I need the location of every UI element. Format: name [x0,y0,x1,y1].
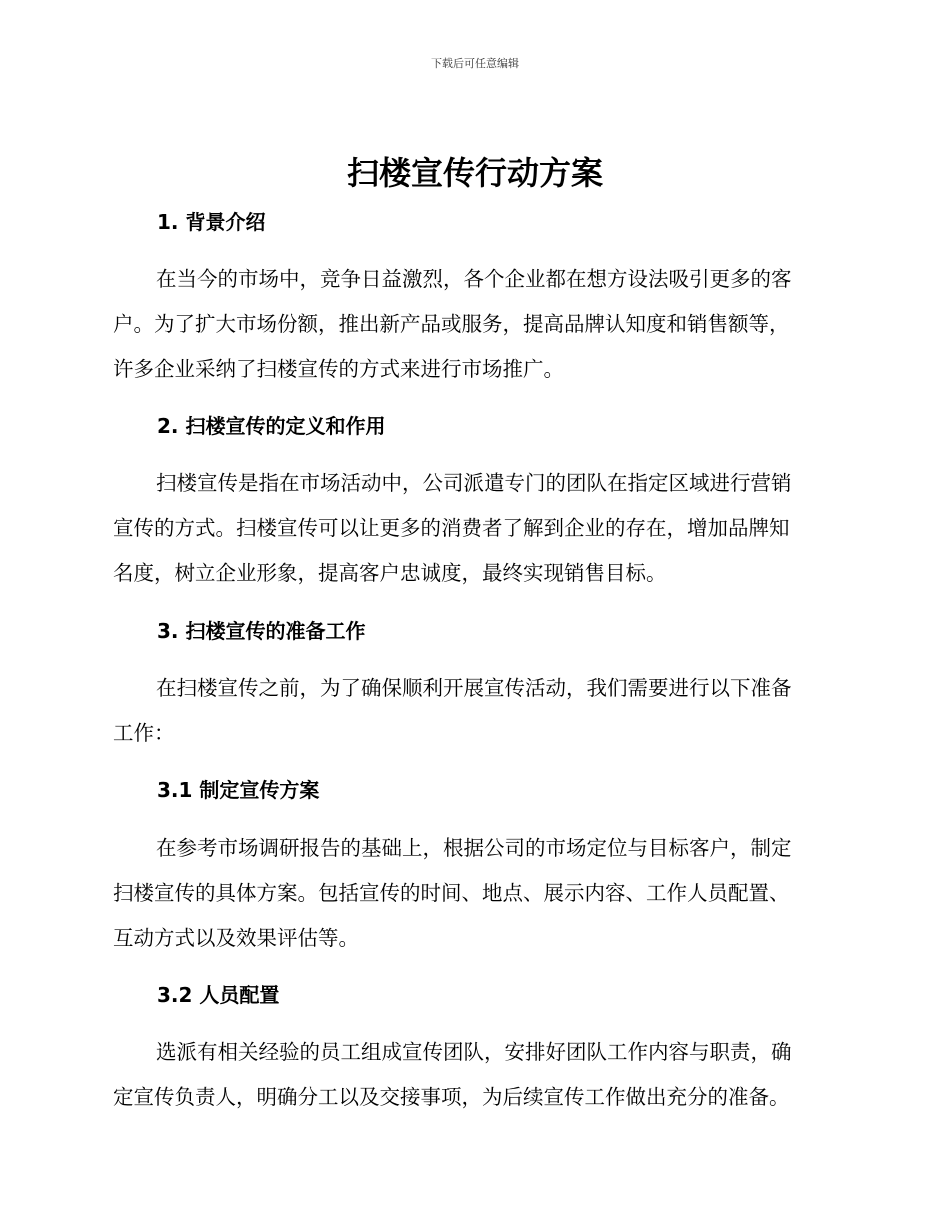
paragraph-line: 在扫楼宣传之前，为了确保顺利开展宣传活动，我们需要进行以下准备 [156,676,792,700]
document-title: 扫楼宣传行动方案 [346,154,603,192]
section-heading-background: 1. 背景介绍 [157,210,266,234]
header-note: 下载后可任意编辑 [431,57,519,70]
paragraph-line: 户。为了扩大市场份额，推出新产品或服务，提高品牌认知度和销售额等， [113,312,790,336]
section-heading-plan: 3.1 制定宣传方案 [157,778,320,802]
section-heading-definition: 2. 扫楼宣传的定义和作用 [157,414,386,438]
paragraph-line: 互动方式以及效果评估等。 [113,926,359,950]
paragraph-line: 名度，树立企业形象，提高客户忠诚度，最终实现销售目标。 [113,561,667,585]
section-paragraph-plan [113,826,833,961]
paragraph-line: 宣传的方式。扫楼宣传可以让更多的消费者了解到企业的存在，增加品牌知 [113,516,790,540]
paragraph-line: 选派有相关经验的员工组成宣传团队，安排好团队工作内容与职责，确 [156,1040,792,1064]
paragraph-line: 在参考市场调研报告的基础上，根据公司的市场定位与目标客户，制定 [156,836,792,860]
paragraph-line: 定宣传负责人，明确分工以及交接事项，为后续宣传工作做出充分的准备。 [113,1085,790,1109]
paragraph-line: 扫楼宣传的具体方案。包括宣传的时间、地点、展示内容、工作人员配置、 [113,881,790,905]
section-heading-staffing: 3.2 人员配置 [157,983,280,1007]
section-heading-preparation: 3. 扫楼宣传的准备工作 [157,619,366,643]
paragraph-line: 许多企业采纳了扫楼宣传的方式来进行市场推广。 [113,357,564,381]
section-paragraph-staffing [113,1030,833,1120]
paragraph-line: 扫楼宣传是指在市场活动中，公司派遣专门的团队在指定区域进行营销 [156,471,792,495]
paragraph-line: 在当今的市场中，竞争日益激烈，各个企业都在想方设法吸引更多的客 [156,267,792,291]
paragraph-line: 工作： [113,721,175,745]
section-paragraph-preparation [113,666,833,756]
section-paragraph-definition [113,461,833,596]
section-paragraph-background [113,257,833,392]
